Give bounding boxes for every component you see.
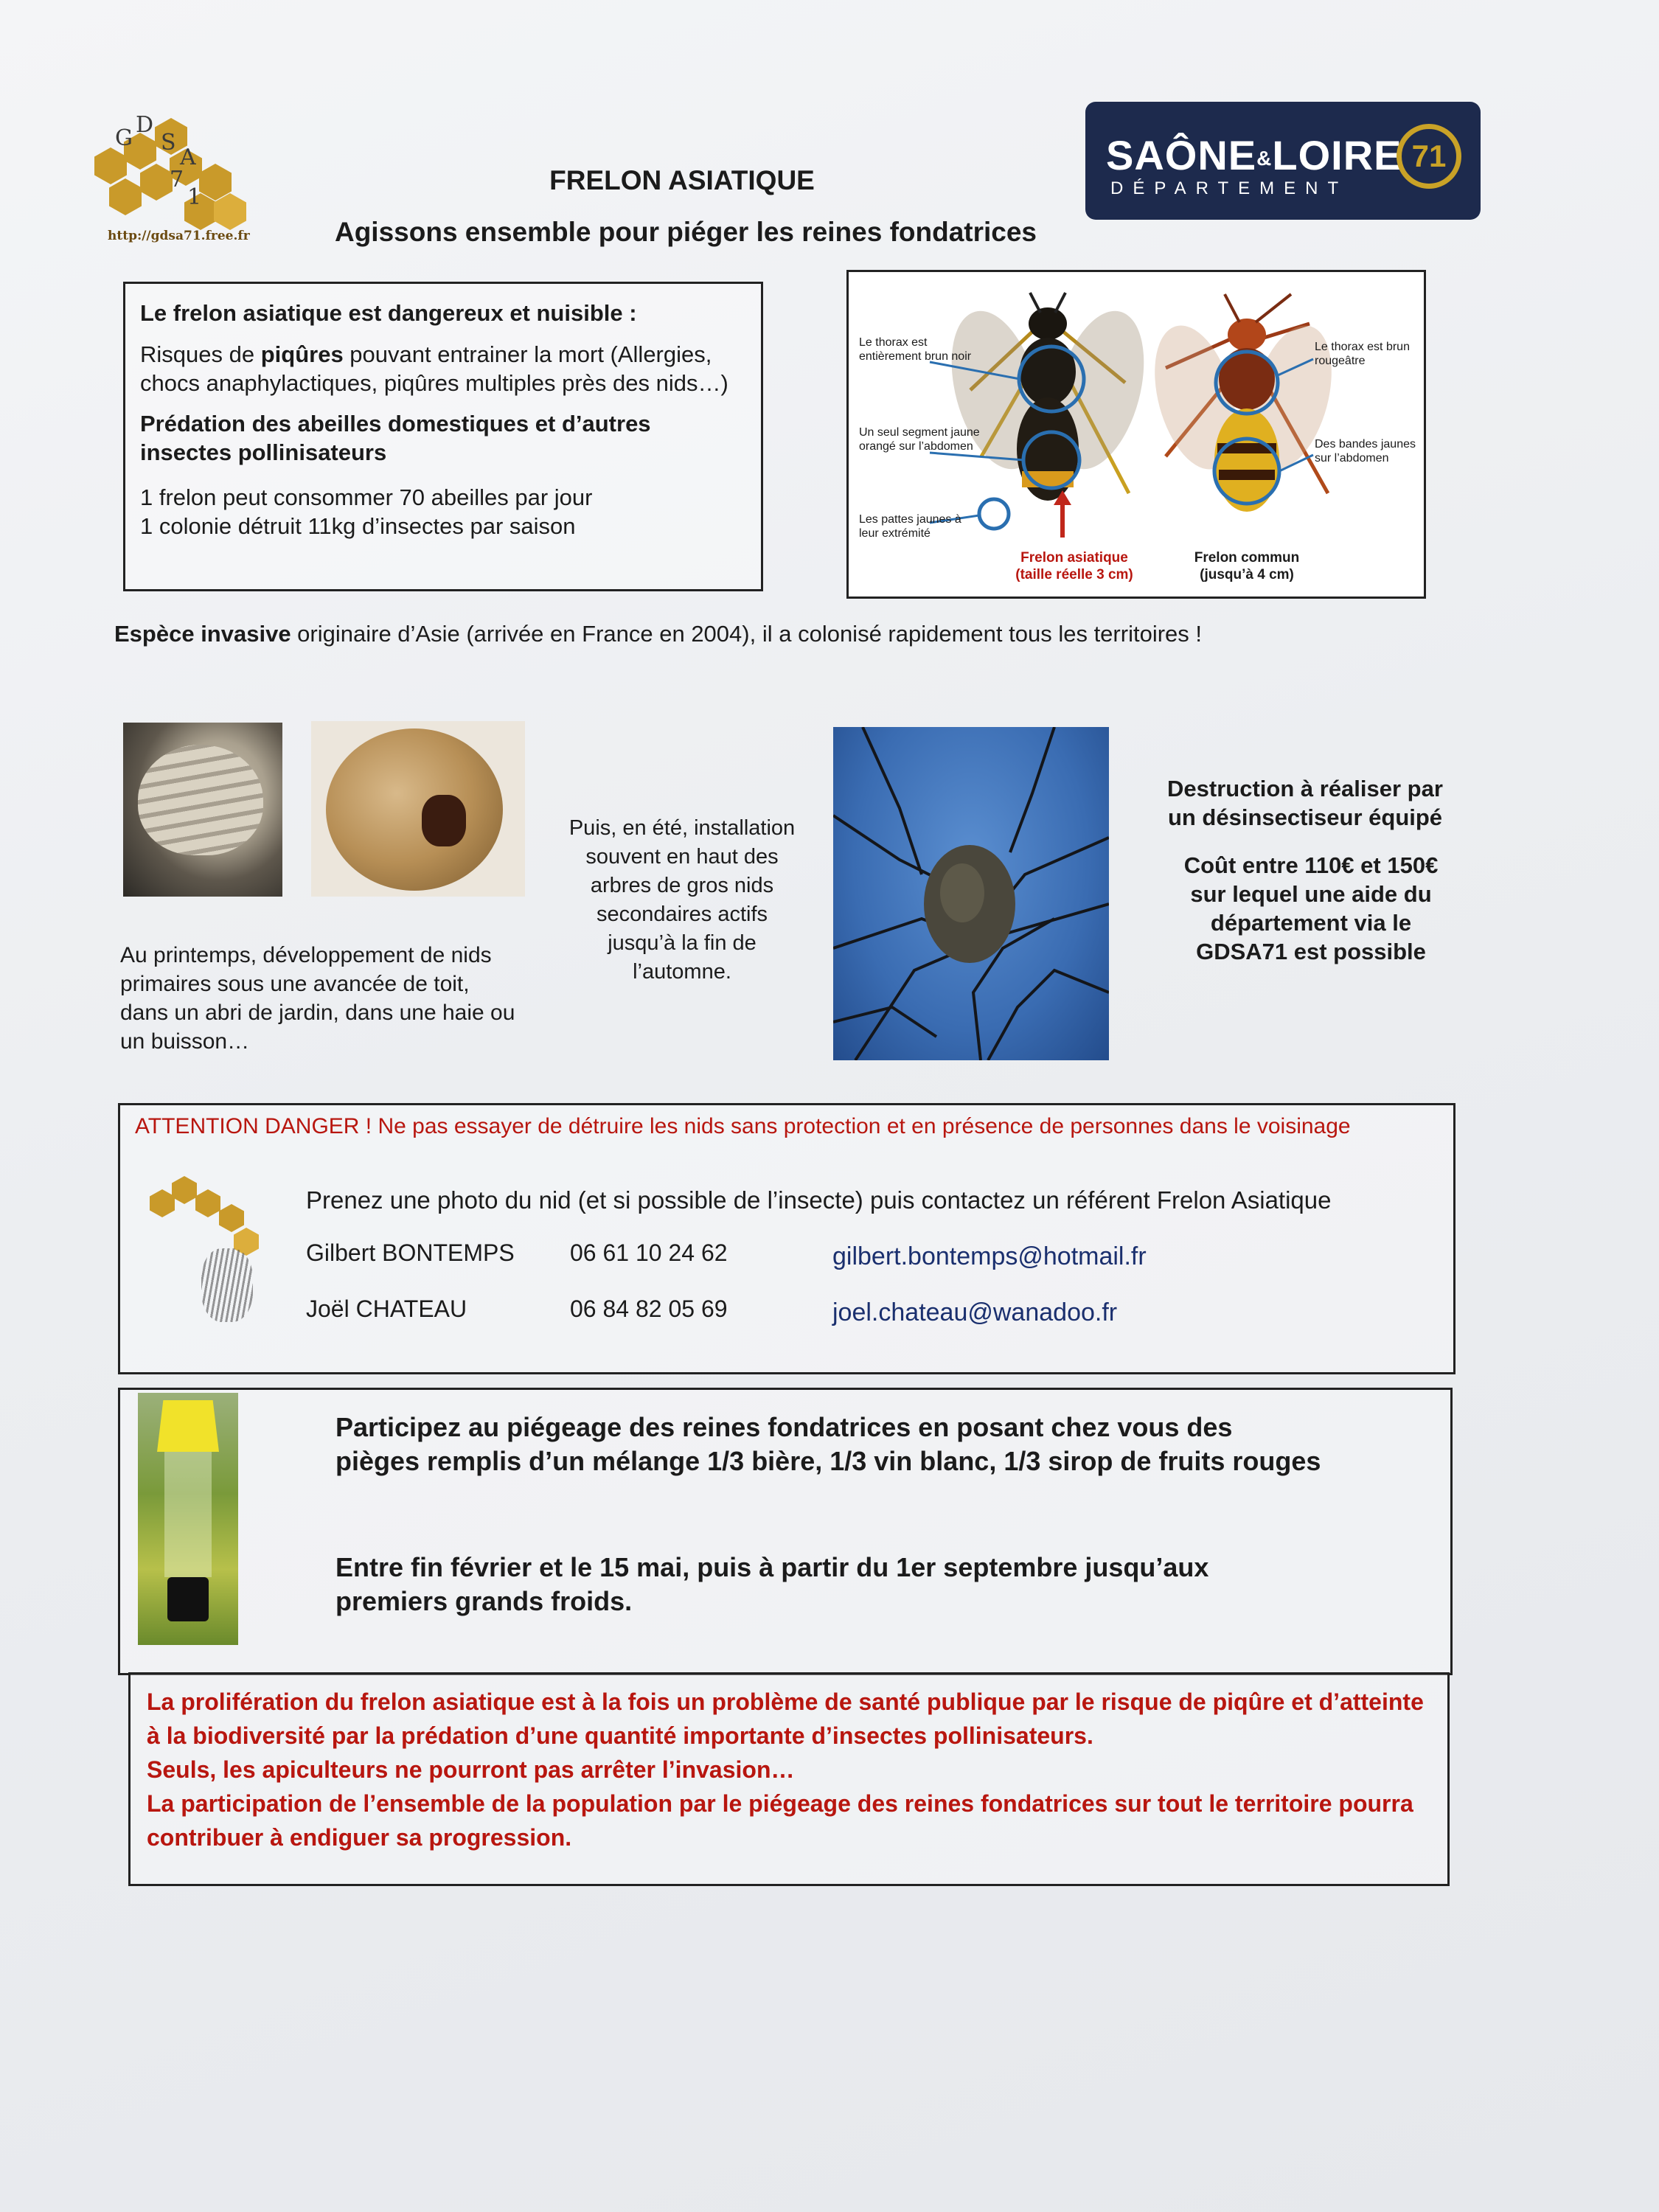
label-thorax-common: Le thorax est brun rougeâtre [1315,341,1410,367]
contact-email[interactable]: gilbert.bontemps@hotmail.fr [832,1242,1147,1270]
logo-letter: A [180,145,196,170]
dept-name-a: SAÔNE [1106,132,1257,178]
gdsa71-logo [87,111,264,243]
danger-warning: ATTENTION DANGER ! Ne pas essayer de détruire les nids sans protection et en présence de personnes dans le voisinage [135,1114,1351,1138]
conclusion-line-3: La participation de l’ensemble de la population par le piégeage des reines fondatrices sur tout le territoire pourra contribuer à endiguer sa progression. [147,1790,1413,1851]
danger-info-box [123,282,763,591]
logo-letter: S [161,130,176,156]
primary-nest-photo-1 [123,723,282,897]
logo-letter: 7 [170,167,184,192]
conclusion-box [128,1672,1450,1886]
conclusion-line-2: Seuls, les apiculteurs ne pourront pas arrêter l’invasion… [147,1756,795,1783]
dept-badge [1397,124,1461,189]
consumption-line-2: 1 colonie détruit 11kg d’insectes par saison [140,513,576,539]
contact-name: Joël CHATEAU [306,1295,467,1322]
conclusion-line-1: La prolifération du frelon asiatique est à la fois un problème de santé publique par le risque de piqûre et d’atteinte à la biodiversité par la prédation d’une quantité importante d’insectes pollinisateurs. [147,1688,1424,1749]
gdsa71-logo-small [150,1167,260,1322]
page-subtitle: Agissons ensemble pour piéger les reines fondatrices [334,217,1037,247]
logo-letter: G [115,125,133,151]
contact-name: Gilbert BONTEMPS [306,1239,515,1266]
caption-common-hornet: Frelon commun (jusqu’à 4 cm) [1194,550,1300,582]
saone-et-loire-logo [1085,102,1481,220]
label-thorax-asian: Le thorax est entièrement brun noir [859,336,972,363]
logo-url[interactable]: http://gdsa71.free.fr [108,229,250,243]
caption-asian-hornet: Frelon asiatique (taille réelle 3 cm) [1015,550,1133,582]
primary-nest-photo-2 [311,721,525,897]
predation-text: Prédation des abeilles domestiques et d’autres insectes pollinisateurs [140,411,651,465]
contact-box [118,1103,1455,1374]
asian-hornet-icon [930,293,1160,538]
trap-instruction: Participez au piégeage des reines fondatrices en posant chez vous des pièges remplis d’un mélange 1/3 bière, 1/3 vin blanc, 1/3 sirop de fruits rouges [335,1412,1321,1476]
label-abdomen-segment: Un seul segment jaune orangé sur l’abdomen [859,426,980,453]
contact-instruction: Prenez une photo du nid (et si possible de l’insecte) puis contactez un référent Frelon Asiatique [306,1186,1332,1214]
dept-label: DÉPARTEMENT [1110,178,1349,198]
page-title: FRELON ASIATIQUE [549,165,815,195]
trap-photo [138,1393,238,1645]
common-hornet-icon [1141,294,1346,512]
invasive-species-text: Espèce invasive originaire d’Asie (arrivée en France en 2004), il a colonisé rapidement tous les territoires ! [114,621,1202,647]
logo-letter: D [136,112,154,138]
dept-badge-number: 71 [1411,139,1447,173]
destruction-title: Destruction à réaliser par un désinsectiseur équipé [1167,776,1443,830]
dept-amp: & [1256,147,1273,170]
summer-nest-text: Puis, en été, installation souvent en haut des arbres de gros nids secondaires actifs jusqu’à la fin de l’automne. [568,816,796,984]
trap-box [118,1388,1453,1675]
trap-period: Entre fin février et le 15 mai, puis à partir du 1er septembre jusqu’aux premiers grands froids. [335,1552,1209,1616]
danger-heading: Le frelon asiatique est dangereux et nuisible : [140,300,637,326]
consumption-line-1: 1 frelon peut consommer 70 abeilles par jour [140,484,593,510]
hornet-comparison-diagram [846,270,1426,599]
dept-name-b: LOIRE [1272,132,1402,178]
label-legs: Les pattes jaunes à leur extrémité [859,513,961,540]
secondary-nest-tree-photo [833,727,1109,1060]
logo-letter: 1 [187,184,202,210]
sting-risk-text: Risques de piqûres pouvant entrainer la mort (Allergies, chocs anaphylactiques, piqûres multiples près des nids…) [140,341,728,396]
label-abdomen-bands: Des bandes jaunes sur l’abdomen [1315,438,1416,465]
contact-phone[interactable]: 06 61 10 24 62 [570,1239,728,1266]
spring-nest-text: Au printemps, développement de nids primaires sous une avancée de toit, dans un abri de jardin, dans une haie ou un buisson… [120,943,515,1054]
tree-branches-icon [833,727,1109,1060]
contact-phone[interactable]: 06 84 82 05 69 [570,1295,728,1322]
contact-email[interactable]: joel.chateau@wanadoo.fr [832,1298,1118,1326]
destruction-cost-text: Coût entre 110€ et 150€ sur lequel une aide du département via le GDSA71 est possible [1183,852,1439,964]
